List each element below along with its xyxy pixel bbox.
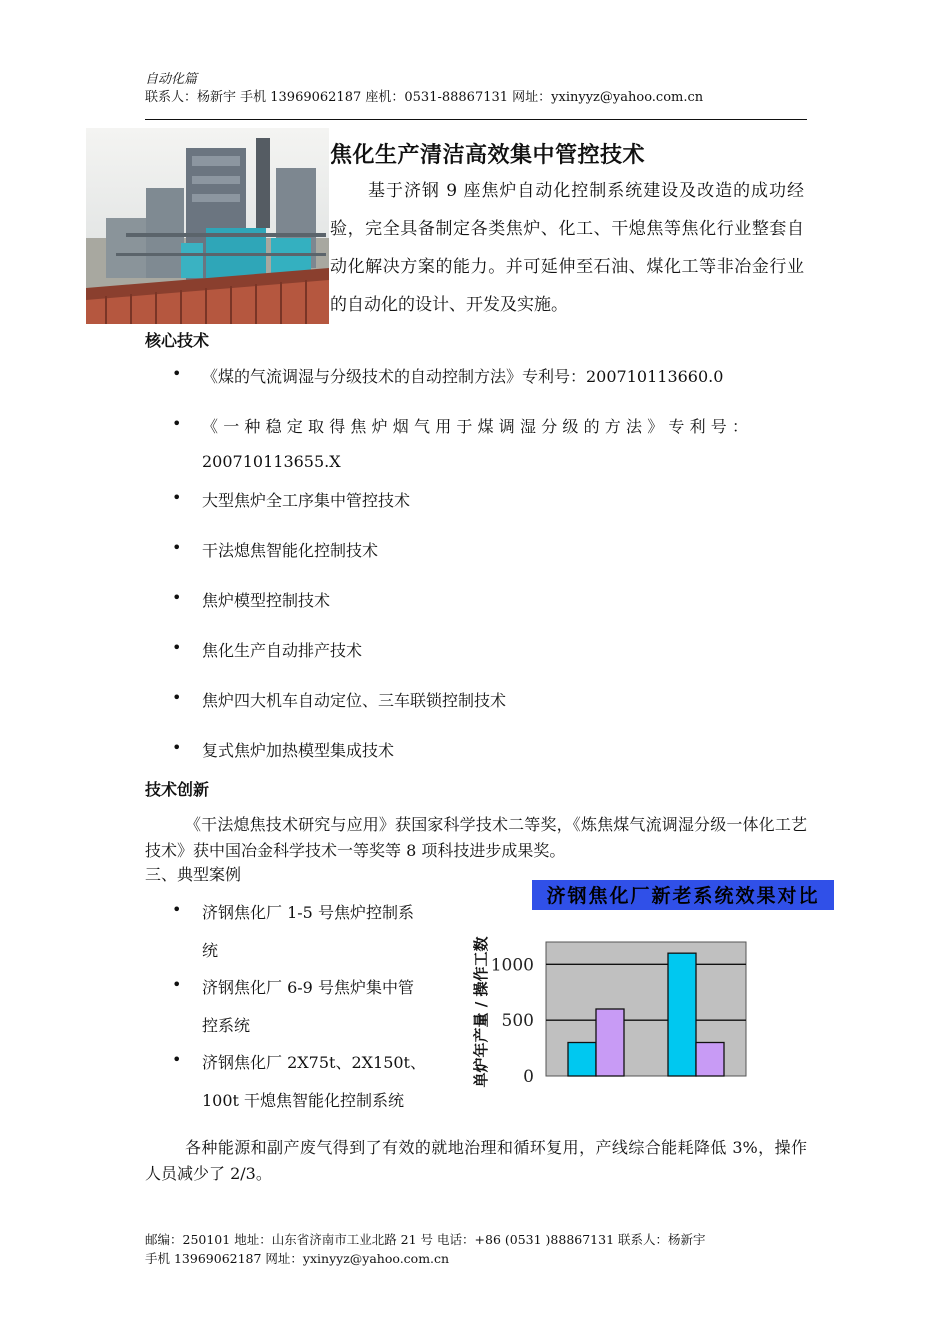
header-category: 自动化篇 <box>145 72 198 87</box>
bullet-icon: • <box>172 488 182 507</box>
bullet-icon: • <box>172 538 182 557</box>
bullet-icon: • <box>172 900 182 919</box>
chart-bar <box>668 953 696 1076</box>
core-item: 焦炉模型控制技术 <box>202 591 331 610</box>
chart-bar <box>568 1043 596 1077</box>
case-item: 济钢焦化厂 1-5 号焦炉控制系 <box>202 903 414 922</box>
bullet-icon: • <box>172 1050 182 1069</box>
header-divider <box>145 119 807 120</box>
bullet-icon: • <box>172 588 182 607</box>
case-item: 济钢焦化厂 6-9 号焦炉集中管 <box>202 978 414 997</box>
core-item: 《一种稳定取得焦炉烟气用于煤调湿分级的方法》专利号： <box>202 417 754 436</box>
innovation-heading: 技术创新 <box>145 780 210 799</box>
footer-line-1: 邮编：250101 地址：山东省济南市工业北路 21 号 电话：+86 (0531 )88867131 联系人：杨新宇 <box>145 1232 706 1247</box>
case-item-continuation: 100t 干熄焦智能化控制系统 <box>202 1091 405 1110</box>
core-item: 复式焦炉加热模型集成技术 <box>202 741 395 760</box>
cases-heading: 三、典型案例 <box>145 865 242 884</box>
bullet-icon: • <box>172 975 182 994</box>
core-item: 焦炉四大机车自动定位、三车联锁控制技术 <box>202 691 507 710</box>
chart-y-tick-label: 0 <box>523 1067 534 1087</box>
page-title: 焦化生产清洁高效集中管控技术 <box>330 143 646 168</box>
intro-paragraph: 基于济钢 9 座焦炉自动化控制系统建设及改造的成功经验，完全具备制定各类焦炉、化工、干熄焦等焦化行业整套自动化解决方案的能力。并可延伸至石油、煤化工等非冶金行业的自动化的设计、开发及实施。 <box>330 181 804 315</box>
core-item: 大型焦炉全工序集中管控技术 <box>202 491 411 510</box>
header-contact: 联系人：杨新宇 手机 13969062187 座机：0531-88867131 网址：yxinyyz@yahoo.com.cn <box>145 90 704 105</box>
chart-bar <box>596 1009 624 1076</box>
chart-y-axis-label: 单炉年产量 / 操作工数 <box>472 936 490 1088</box>
case-item-continuation: 统 <box>202 941 219 960</box>
bullet-icon: • <box>172 688 182 707</box>
core-tech-heading: 核心技术 <box>145 331 210 350</box>
chart-y-tick-label: 1000 <box>490 955 534 976</box>
comparison-chart <box>462 876 842 1116</box>
chart-y-tick-label: 500 <box>501 1011 534 1032</box>
case-item-continuation: 控系统 <box>202 1016 251 1035</box>
innovation-paragraph: 《干法熄焦技术研究与应用》获国家科学技术二等奖，《炼焦煤气流调湿分级一体化工艺技术》获中国冶金科学技术一等奖等 8 项科技进步成果奖。 <box>145 815 807 860</box>
bullet-icon: • <box>172 638 182 657</box>
chart-bar <box>696 1043 724 1077</box>
outcome-paragraph: 各种能源和副产废气得到了有效的就地治理和循环复用，产线综合能耗降低 3%，操作人员减少了 2/3。 <box>145 1138 807 1183</box>
bullet-icon: • <box>172 738 182 757</box>
footer-line-2: 手机 13969062187 网址：yxinyyz@yahoo.com.cn <box>145 1251 450 1266</box>
core-item-continuation: 200710113655.X <box>202 452 341 471</box>
chart-svg <box>462 876 842 1116</box>
coke-plant-photo <box>86 128 329 324</box>
core-item: 《煤的气流调湿与分级技术的自动控制方法》专利号：200710113660.0 <box>202 367 724 386</box>
chart-title: 济钢焦化厂新老系统效果对比 <box>546 885 820 907</box>
bullet-icon: • <box>172 364 182 383</box>
core-item: 干法熄焦智能化控制技术 <box>202 541 379 560</box>
case-item: 济钢焦化厂 2X75t、2X150t、 <box>202 1053 426 1072</box>
bullet-icon: • <box>172 414 182 433</box>
core-item: 焦化生产自动排产技术 <box>202 641 363 660</box>
